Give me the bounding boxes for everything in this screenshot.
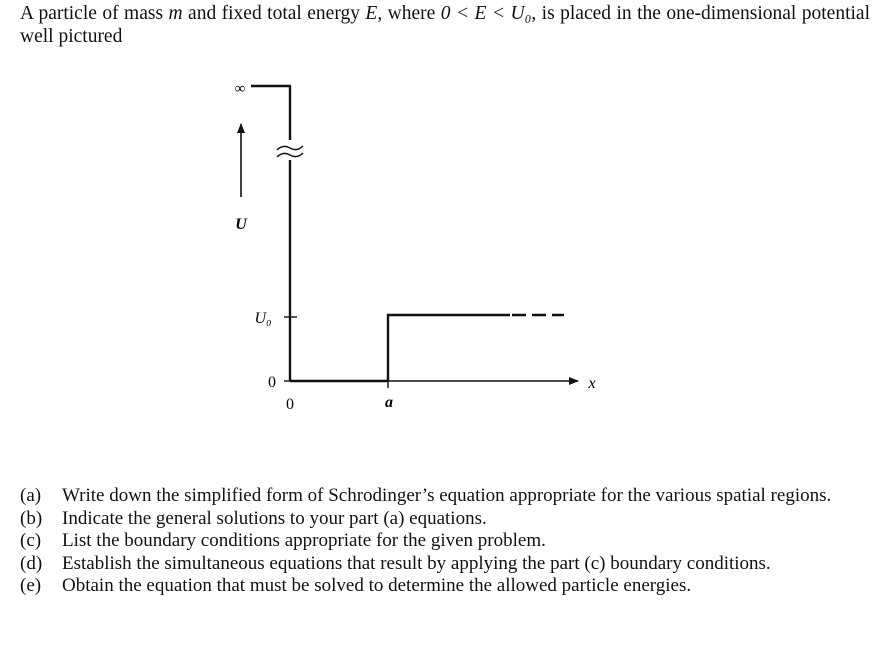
- u0-label: U₀: [254, 310, 272, 327]
- intro-text-3: , where: [377, 3, 441, 24]
- question-c: [20, 530, 860, 553]
- x-axis-label: x: [588, 375, 596, 392]
- intro-text-1: A particle of mass: [20, 3, 169, 24]
- question-e-text: Obtain the equation that must be solved to determine the allowed particle energies.: [62, 575, 692, 597]
- question-b-text: Indicate the general solutions to your part (a) equations.: [62, 507, 487, 529]
- question-e-label: (e): [20, 575, 42, 597]
- question-d: [20, 553, 860, 576]
- question-a: [20, 485, 860, 508]
- question-c-text: List the boundary conditions appropriate for the given problem.: [62, 530, 546, 552]
- x-zero-label: 0: [286, 396, 294, 413]
- energy-symbol: E: [365, 3, 378, 24]
- question-e: [20, 575, 860, 598]
- axis-break-mark: [277, 146, 303, 150]
- y-zero-label: 0: [268, 374, 276, 391]
- infinity-label: ∞: [234, 81, 246, 97]
- a-label: a: [385, 394, 393, 411]
- question-b-label: (b): [20, 507, 43, 529]
- question-d-label: (d): [20, 552, 43, 574]
- energy-condition: 0 < E < U₀: [440, 3, 532, 24]
- question-a-text: Write down the simplified form of Schrodinger’s equation appropriate for the various spatial regions.: [62, 485, 832, 506]
- u-axis-label: U: [235, 216, 247, 233]
- question-c-label: (c): [20, 530, 42, 552]
- intro-text-2: and fixed total energy: [182, 3, 366, 24]
- question-b: [20, 508, 860, 531]
- question-a-label: (a): [20, 485, 42, 506]
- axis-break-mark-2: [277, 153, 303, 157]
- question-list: [20, 485, 860, 598]
- question-d-text: Establish the simultaneous equations that result by applying the part (c) boundary conditions.: [62, 552, 771, 574]
- mass-symbol: m: [168, 3, 183, 24]
- intro-text-4: , is placed in the one-dimensional potential well pictured: [20, 3, 870, 47]
